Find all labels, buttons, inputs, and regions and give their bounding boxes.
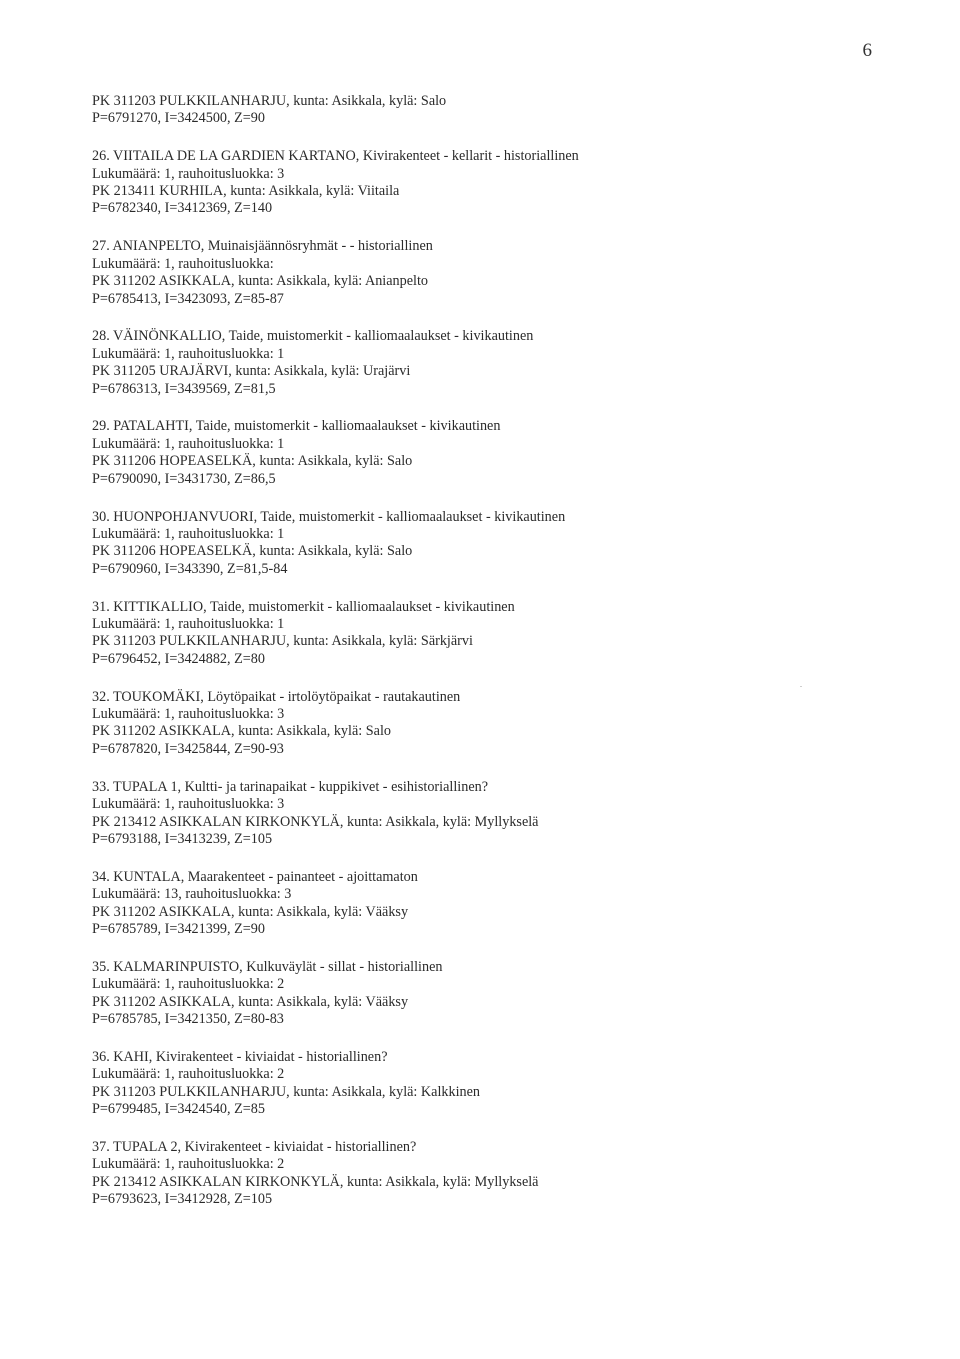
site-entry-29 bbox=[92, 418, 852, 488]
entry-coordinates: P=6785413, I=3423093, Z=85-87 bbox=[92, 290, 284, 307]
entry-coordinates: P=6785789, I=3421399, Z=90 bbox=[92, 920, 265, 937]
entry-location: PK 213411 KURHILA, kunta: Asikkala, kylä: Viitaila bbox=[92, 183, 400, 200]
site-entry-32 bbox=[92, 689, 852, 759]
entry-count: Lukumäärä: 1, rauhoitusluokka: 3 bbox=[92, 706, 285, 723]
entry-count: Lukumäärä: 1, rauhoitusluokka: bbox=[92, 255, 274, 272]
entry-count: Lukumäärä: 13, rauhoitusluokka: 3 bbox=[92, 886, 292, 903]
entry-count: Lukumäärä: 1, rauhoitusluokka: 3 bbox=[92, 796, 285, 813]
entry-coordinates: P=6793623, I=3412928, Z=105 bbox=[92, 1191, 273, 1208]
entry-coordinates: P=6793188, I=3413239, Z=105 bbox=[92, 830, 273, 847]
entry-count: Lukumäärä: 1, rauhoitusluokka: 2 bbox=[92, 1066, 285, 1083]
entry-location: PK 311203 PULKKILANHARJU, kunta: Asikkala, kylä: Kalkkinen bbox=[92, 1083, 481, 1100]
entry-title: 31. KITTIKALLIO, Taide, muistomerkit - kalliomaalaukset - kivikautinen bbox=[92, 598, 515, 615]
entry-count: Lukumäärä: 1, rauhoitusluokka: 1 bbox=[92, 615, 285, 632]
entry-title: 29. PATALAHTI, Taide, muistomerkit - kalliomaalaukset - kivikautinen bbox=[92, 418, 501, 435]
entry-location: PK 311202 ASIKKALA, kunta: Asikkala, kylä: Vääksy bbox=[92, 903, 409, 920]
entry-location: PK 311206 HOPEASELKÄ, kunta: Asikkala, kylä: Salo bbox=[92, 453, 413, 470]
entry-count: Lukumäärä: 1, rauhoitusluokka: 2 bbox=[92, 976, 285, 993]
entry-title: 27. ANIANPELTO, Muinaisjäännösryhmät - - historiallinen bbox=[92, 238, 433, 255]
entry-title: 28. VÄINÖNKALLIO, Taide, muistomerkit - kalliomaalaukset - kivikautinen bbox=[92, 328, 534, 345]
site-entry-27 bbox=[92, 238, 852, 308]
entry-coordinates: P=6785785, I=3421350, Z=80-83 bbox=[92, 1011, 284, 1028]
intro-coordinates-line: P=6791270, I=3424500, Z=90 bbox=[92, 110, 265, 127]
scan-speck bbox=[800, 686, 802, 687]
entry-title: 26. VIITAILA DE LA GARDIEN KARTANO, Kivirakenteet - kellarit - historiallinen bbox=[92, 148, 579, 165]
intro-entry bbox=[92, 93, 852, 128]
entry-title: 35. KALMARINPUISTO, Kulkuväylät - sillat - historiallinen bbox=[92, 958, 443, 975]
entry-title: 30. HUONPOHJANVUORI, Taide, muistomerkit - kalliomaalaukset - kivikautinen bbox=[92, 508, 566, 525]
entry-coordinates: P=6782340, I=3412369, Z=140 bbox=[92, 200, 273, 217]
entry-title: 32. TOUKOMÄKI, Löytöpaikat - irtolöytöpaikat - rautakautinen bbox=[92, 688, 461, 705]
site-entry-28 bbox=[92, 328, 852, 398]
entry-count: Lukumäärä: 1, rauhoitusluokka: 2 bbox=[92, 1156, 285, 1173]
site-entry-30 bbox=[92, 509, 852, 579]
entry-location: PK 213412 ASIKKALAN KIRKONKYLÄ, kunta: Asikkala, kylä: Myllykselä bbox=[92, 813, 539, 830]
site-entry-33 bbox=[92, 779, 852, 849]
entry-coordinates: P=6787820, I=3425844, Z=90-93 bbox=[92, 740, 284, 757]
site-entry-31 bbox=[92, 599, 852, 669]
site-entry-36 bbox=[92, 1049, 852, 1119]
site-entry-34 bbox=[92, 869, 852, 939]
entry-location: PK 311206 HOPEASELKÄ, kunta: Asikkala, kylä: Salo bbox=[92, 543, 413, 560]
site-entry-37 bbox=[92, 1139, 852, 1209]
entry-location: PK 311202 ASIKKALA, kunta: Asikkala, kylä: Vääksy bbox=[92, 993, 409, 1010]
entry-location: PK 311202 ASIKKALA, kunta: Asikkala, kylä: Salo bbox=[92, 723, 391, 740]
entry-count: Lukumäärä: 1, rauhoitusluokka: 1 bbox=[92, 345, 285, 362]
entry-location: PK 311203 PULKKILANHARJU, kunta: Asikkala, kylä: Särkjärvi bbox=[92, 633, 473, 650]
entry-coordinates: P=6786313, I=3439569, Z=81,5 bbox=[92, 380, 276, 397]
entry-title: 33. TUPALA 1, Kultti- ja tarinapaikat - kuppikivet - esihistoriallinen? bbox=[92, 778, 489, 795]
site-entry-35 bbox=[92, 959, 852, 1029]
entry-location: PK 213412 ASIKKALAN KIRKONKYLÄ, kunta: Asikkala, kylä: Myllykselä bbox=[92, 1173, 539, 1190]
entry-coordinates: P=6790960, I=343390, Z=81,5-84 bbox=[92, 560, 288, 577]
entry-location: PK 311202 ASIKKALA, kunta: Asikkala, kylä: Anianpelto bbox=[92, 273, 429, 290]
intro-location-line: PK 311203 PULKKILANHARJU, kunta: Asikkala, kylä: Salo bbox=[92, 93, 447, 109]
entry-coordinates: P=6790090, I=3431730, Z=86,5 bbox=[92, 470, 276, 487]
entry-title: 36. KAHI, Kivirakenteet - kiviaidat - historiallinen? bbox=[92, 1048, 388, 1065]
entry-title: 37. TUPALA 2, Kivirakenteet - kiviaidat - historiallinen? bbox=[92, 1138, 417, 1155]
entry-location: PK 311205 URAJÄRVI, kunta: Asikkala, kylä: Urajärvi bbox=[92, 363, 411, 380]
entry-count: Lukumäärä: 1, rauhoitusluokka: 1 bbox=[92, 525, 285, 542]
entry-title: 34. KUNTALA, Maarakenteet - painanteet - ajoittamaton bbox=[92, 868, 418, 885]
document-content bbox=[92, 93, 852, 1229]
entry-count: Lukumäärä: 1, rauhoitusluokka: 1 bbox=[92, 435, 285, 452]
site-entry-26 bbox=[92, 148, 852, 218]
page-number: 6 bbox=[862, 40, 872, 61]
entry-coordinates: P=6796452, I=3424882, Z=80 bbox=[92, 650, 265, 667]
entry-coordinates: P=6799485, I=3424540, Z=85 bbox=[92, 1101, 265, 1118]
entry-count: Lukumäärä: 1, rauhoitusluokka: 3 bbox=[92, 165, 285, 182]
